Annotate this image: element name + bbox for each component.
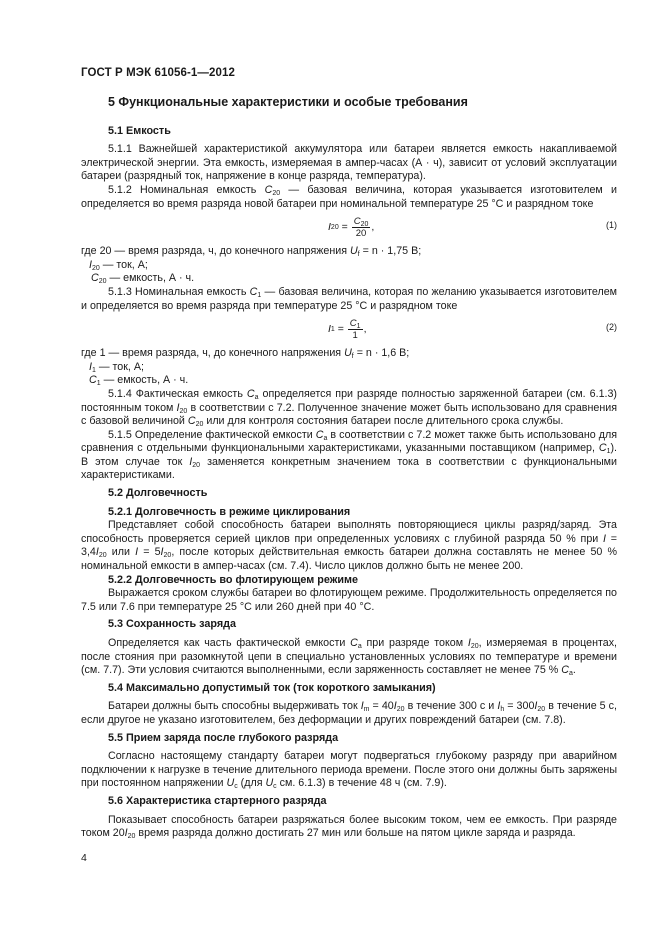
paragraph-5-2-2: Выражается сроком службы батареи во флотирующем режиме. Продолжительность определяется по 7.5 или 7.6 при температуре 25 °С или 260 дней при 40 °С. <box>81 587 617 613</box>
paragraph-5-3: Определяется как часть фактической емкости $C_a$ при разряде током $I_{20}$, измеряемая в процентах, после стояния при разомкнутой цепи в специально установленных условиях по температуре и времени (см. 7.7). Эти условия считаются выполненными, если заряженность составляет не менее 75 % $C_a$. <box>81 637 618 678</box>
heading-5-2-2: 5.2.2 Долговечность во флотирующем режиме <box>108 573 358 586</box>
paragraph-5-2-1: Представляет собой способность батареи выполнять повторяющиеся циклы разряд/заряд. Эта способность проверяется серией циклов при определенных условиях с глубиной разряда 50 % при $I = 3,4I_{20}$ или $I = 5I_{20}$, после которых действительная емкость батареи должна составлять не менее 50 % номинальной емкости в ампер-часах (см. 7.4). Число циклов должно быть не менее 200. <box>81 519 617 573</box>
heading-5-3: 5.3 Сохранность заряда <box>108 618 237 631</box>
formula-1 <box>81 213 617 243</box>
formula-1-fraction: $\frac{C_{20}}{20}$ <box>353 216 369 240</box>
paragraph-5-1-4: 5.1.4 Фактическая емкость $C_a$ определяется при разряде полностью заряженной батареи (см. 6.1.3) постоянным током $I_{20}$ в соответствии с 7.2. Полученное значение может быть использовано для сравнения с базовой величиной $C_{20}$ или для контроля состояния батареи после длительного срока службы. <box>81 387 617 429</box>
formula-2-expression: I 1 = $\frac{C_1}{1}$ , <box>328 318 367 342</box>
section-title: 5 Функциональные характеристики и особые требования <box>108 95 468 109</box>
heading-5-5: 5.5 Прием заряда после глубокого разряда <box>108 731 339 744</box>
page-number: 4 <box>81 852 87 864</box>
paragraph-5-4: Батареи должны быть способны выдерживать ток $I_m = 40I_{20}$ в течение 300 с и $I_h = 300I_{20}$ в течение 5 с, если другое не указано изготовителем, без деформации и других повреждений батареи (см. 7.8). <box>81 700 617 726</box>
formula-2-fraction: $\frac{C_1}{1}$ <box>349 318 361 342</box>
formula-1-expression: I 20 = $\frac{C_{20}}{20}$ , <box>328 216 375 240</box>
heading-5-2-1: 5.2.1 Долговечность в режиме циклирования <box>108 505 351 518</box>
formula-1-number: (1) <box>606 220 617 231</box>
formula-1-definition-current: $I_{20}$ — ток, А; <box>89 258 148 272</box>
paragraph-5-1-5: 5.1.5 Определение фактической емкости $C_a$ в соответствии с 7.2 может также быть использовано для сравнения с отдельными функциональными характеристиками, указанными поставщиком (например, $C_1$). В этом случае ток $I_{20}$ заменяется конкретным значением тока в соответствии с функциональными характеристиками. <box>81 428 617 482</box>
formula-1-definition-time: где 20 — время разряда, ч, до конечного напряжения $U_f = n \cdot 1,75$ В; <box>81 245 422 259</box>
page-content <box>81 90 617 841</box>
document-header: ГОСТ Р МЭК 61056-1—2012 <box>81 67 235 79</box>
formula-1-definition-capacity: $C_{20}$ — емкость, А · ч. <box>91 272 195 286</box>
paragraph-5-6: Показывает способность батареи разряжаться более высоким током, чем ее емкость. При разряде током $20I_{20}$ время разряда должно достигать 27 мин или больше на пятом цикле заряда и разряда. <box>81 813 617 841</box>
formula-2-definition-current: $I_1$ — ток, А; <box>89 360 144 374</box>
paragraph-5-5: Согласно настоящему стандарту батареи могут подвергаться глубокому разряду при аварийном подключении к нагрузке в течение длительного периода времени. После этого они должны быть заряжены при постоянном напряжении $U_c$ (для $U_c$ см. 6.1.3) в течение 48 ч (см. 7.9). <box>81 750 617 791</box>
heading-5-4: 5.4 Максимально допустимый ток (ток короткого замыкания) <box>108 681 436 694</box>
heading-5-6: 5.6 Характеристика стартерного разряда <box>108 794 327 807</box>
heading-5-2: 5.2 Долговечность <box>108 487 208 500</box>
formula-2-definition-capacity: $C_1$ — емкость, А · ч. <box>89 374 189 388</box>
heading-5-1: 5.1 Емкость <box>108 124 171 137</box>
formula-2-definition-time: где 1 — время разряда, ч, до конечного напряжения $U_f = n \cdot 1,6$ В; <box>81 347 410 361</box>
paragraph-5-1-2: 5.1.2 Номинальная емкость $C_{20}$ — базовая величина, которая указывается изготовителем и определяется во время разряда новой батареи при номинальной температуре 25 °С и разрядном токе <box>81 183 618 210</box>
paragraph-5-1-1: 5.1.1 Важнейшей характеристикой аккумулятора или батареи является емкость накапливаемой электрической энергии. Эта емкость, измеряемая в ампер-часах (А · ч), зависит от условий эксплуатации батареи (разрядный ток, напряжение в конце разряда, температура). <box>81 143 617 183</box>
paragraph-5-1-3: 5.1.3 Номинальная емкость $C_1$ — базовая величина, которая по желанию указывается изготовителем и определяется во время разряда при температуре 25 °С и разрядном токе <box>81 285 618 312</box>
formula-2-number: (2) <box>606 322 617 333</box>
formula-2 <box>81 315 617 345</box>
